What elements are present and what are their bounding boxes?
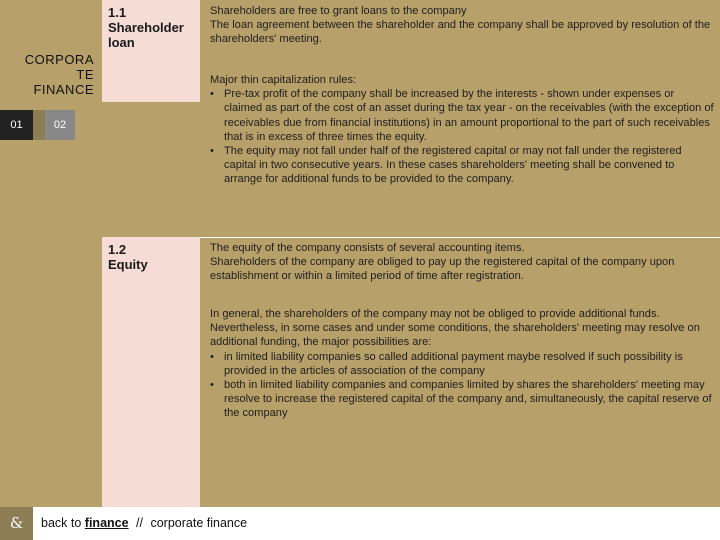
- footer-nav: [41, 507, 247, 540]
- list-item: • The equity may not fall under half of the registered capital or may not fall under the registered capital in two consecutive years. In these cases shareholders' meeting shall be convened to arrange for additional funds to be provided to the company.: [210, 144, 715, 187]
- possibilities-list: [210, 350, 715, 421]
- footer-prefix: back to: [41, 516, 82, 530]
- list-item: • in limited liability companies so called additional payment maybe resolved if such possibility is provided in the articles of association of the company: [210, 350, 715, 378]
- section-2-number: 1.2 Equity: [108, 242, 148, 272]
- section-divider: [200, 237, 720, 238]
- section-1-intro: [210, 4, 715, 47]
- list-item: • Pre-tax profit of the company shall be increased by the interests - shown under expenses or claimed as part of the cost of an asset during the tax year - on the receivables (with the exception of receivables due from financial institutions) in an amount proportional to the part of such receivables that is in excess of three times the equity.: [210, 87, 715, 144]
- intro-line: Shareholders are free to grant loans to the company: [210, 5, 467, 17]
- footer-separator: //: [136, 516, 143, 530]
- tab-01[interactable]: 01: [0, 110, 33, 140]
- list-item: • both in limited liability companies and companies limited by shares the shareholders' meeting may resolve to increase the registered capital of the company and, simultaneously, the capital reserve of the company: [210, 378, 715, 421]
- section-1-number-box: [102, 0, 200, 102]
- intro-line: The equity of the company consists of several accounting items.: [210, 242, 525, 254]
- finance-link[interactable]: finance: [84, 516, 129, 530]
- tab-spacer: [33, 110, 45, 140]
- ampersand-logo-icon: &: [0, 507, 33, 540]
- intro-line: The loan agreement between the shareholder and the company shall be approved by resolution of the shareholders' meeting.: [210, 19, 711, 46]
- section-1-rules: [210, 73, 715, 187]
- section-2-number-box: [102, 237, 200, 507]
- corporate-finance-link[interactable]: corporate finance: [150, 516, 248, 530]
- section-title: CORPORA TE FINANCE: [24, 52, 94, 97]
- section-1-number: 1.1 Shareholder loan: [108, 5, 184, 50]
- section-2-intro: [210, 241, 715, 284]
- intro-line: Shareholders of the company are obliged to pay up the registered capital of the company upon establishment or within a limited period of time after registration.: [210, 256, 675, 283]
- tab-02[interactable]: 02: [45, 110, 75, 140]
- rules-heading: Major thin capitalization rules:: [210, 74, 357, 86]
- rules-list: [210, 87, 715, 186]
- footer-bar: [0, 507, 720, 540]
- section-2-body: [210, 307, 715, 421]
- body-paragraph: In general, the shareholders of the company may not be obliged to provide additional funds. Nevertheless, in some cases and under some conditions, the shareholders' meeting may resolve on additional funding, the major possibilities are:: [210, 308, 700, 349]
